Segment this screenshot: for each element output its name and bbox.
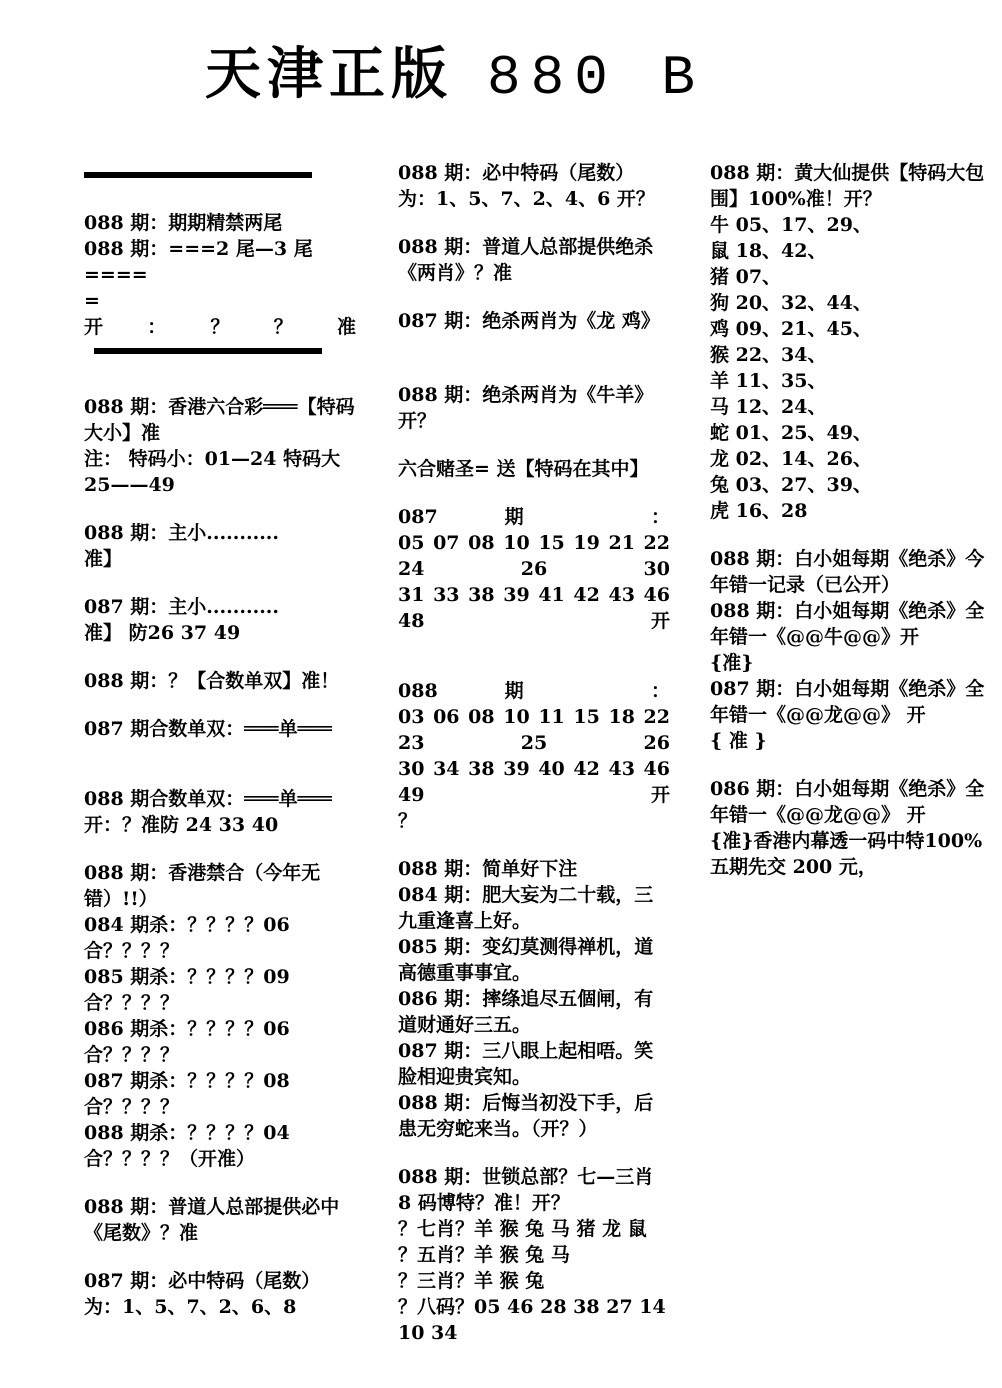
text-line: 088 期合数单双：═══单═══ [84, 788, 332, 810]
text-line: 准】 [84, 548, 123, 570]
zodiac-line: 猴 22、34、 [710, 344, 827, 366]
text-line: 088 期：香港六合彩═══【特码大小】准 [84, 396, 355, 444]
text-line: 084 期杀：？？？？06 合？？？？ [84, 914, 290, 962]
text-line: 088 期：普道人总部提供必中《尾数》？准 [84, 1196, 340, 1244]
odd-even-087 [84, 716, 356, 742]
zodiac-line: 牛 05、17、29、 [710, 214, 872, 236]
text-line: 087 期 ： [398, 506, 670, 528]
text-line: 088 期 ： [398, 680, 670, 702]
text-line: 05 07 08 10 15 19 21 22 24 26 30 [398, 532, 670, 580]
text-line: 087 期：白小姐每期《绝杀》全年错一《@@龙@@》 开 [710, 678, 985, 726]
text-line: 开 ： ？ ？ 准 [84, 316, 356, 338]
tail-number-087 [84, 1268, 356, 1320]
tail-block [84, 210, 356, 354]
zodiac-line: 鸡 09、21、45、 [710, 318, 872, 340]
text-line: 31 33 38 39 41 42 43 46 48 开 [398, 584, 670, 632]
zodiac-line: 猪 07、 [710, 266, 782, 288]
text-line: { 准 } [710, 730, 767, 752]
kill-two-088 [398, 382, 670, 434]
record-block [710, 546, 985, 598]
forbidden-sum-block [84, 860, 356, 1172]
text-line: 088 期：？【合数单双】准！ [84, 670, 340, 692]
text-line: 准】 防26 37 49 [84, 622, 241, 644]
main-small-087 [84, 594, 356, 646]
text-line: 开：？准防 24 33 40 [84, 814, 279, 836]
text-line: = [84, 290, 100, 312]
text-line: ？ [398, 810, 418, 832]
size-block [84, 394, 356, 498]
column-left [84, 160, 356, 1342]
zodiac-line: 兔 03、27、39、 [710, 474, 872, 496]
kill-087 [710, 676, 985, 754]
text-line: 088 期：黄大仙提供【特码大包围】100%准！开？ [710, 162, 985, 210]
text-line: 087 期：主小........... [84, 596, 280, 618]
text-line: 086 期杀：？？？？06 合？？？？ [84, 1018, 290, 1066]
text-line: 六合赌圣= 送【特码在其中】 [398, 458, 649, 480]
text-line: 注： 特码小：01—24 特码大 25——49 [84, 448, 341, 496]
column-middle [398, 160, 670, 1368]
text-line: 088 期：世锁总部？七—三肖 8 码博特？准！开？ [398, 1166, 654, 1214]
text-line: 088 期：白小姐每期《绝杀》全年错一《@@牛@@》开 [710, 600, 985, 648]
text-line: 088 期：主小........... [84, 522, 280, 544]
text-line: 088 期：===2 尾—3 尾==== [84, 238, 313, 286]
text-line: ？三肖？羊 猴 兔 [398, 1270, 545, 1292]
text-line: 03 06 08 10 11 15 18 22 23 25 26 [398, 706, 670, 754]
numbers-087 [398, 504, 670, 634]
text-line: 088 期：普道人总部提供绝杀《两肖》？准 [398, 236, 654, 284]
text-line: 088 期：简单好下注 [398, 858, 578, 880]
text-line: 088 期：期期精禁两尾 [84, 212, 283, 234]
page-title [205, 30, 705, 110]
text-line: 086 期：白小姐每期《绝杀》全年错一《@@龙@@》 开 [710, 778, 985, 826]
tail-number-offer [84, 1194, 356, 1246]
text-line: 084 期：肥大妄为二十载，三九重逢喜上好。 [398, 884, 654, 932]
zodiac-line: 蛇 01、25、49、 [710, 422, 872, 444]
kill-two-087 [398, 308, 670, 334]
text-line: 085 期：变幻莫测得禅机，道高德重事事宜。 [398, 936, 654, 984]
zodiac-line: 狗 20、32、44、 [710, 292, 872, 314]
divider [94, 348, 322, 354]
zodiac-line: 羊 11、35、 [710, 370, 827, 392]
text-line: {准}香港内幕透一码中特100% 五期先交 200 元， [710, 830, 983, 878]
text-line: 088 期：白小姐每期《绝杀》今年错一记录（已公开） [710, 548, 985, 596]
odd-even-088 [84, 668, 356, 694]
zodiac-block [398, 1164, 670, 1346]
text-line: {准} [710, 652, 754, 674]
text-line: 086 期：摔绦追尽五個闸，有道财通好三五。 [398, 988, 654, 1036]
column-right [710, 160, 985, 902]
text-line: ？七肖？羊 猴 兔 马 猪 龙 鼠 [398, 1218, 647, 1240]
text-line: 087 期：三八眼上起相唔。笑脸相迎贵宾知。 [398, 1040, 654, 1088]
kill-088 [710, 598, 985, 676]
gambler-offer [398, 456, 670, 482]
zodiac-line: 虎 16、28 [710, 500, 808, 522]
text-line: 088 期：后悔当初没下手，后患无穷蛇来当。（开？） [398, 1092, 654, 1140]
text-line: ？八码？05 46 28 38 27 14 10 34 [398, 1296, 666, 1344]
text-line: 088 期：绝杀两肖为《牛羊》开？ [398, 384, 654, 432]
text-line: 087 期合数单双：═══单═══ [84, 718, 332, 740]
title-main: 天津正版 [205, 41, 453, 107]
text-line: 087 期：绝杀两肖为《龙 鸡》 [398, 310, 660, 332]
main-small-088 [84, 520, 356, 572]
kill-two-offer [398, 234, 670, 286]
title-code: 880 B [487, 46, 706, 110]
zodiac-line: 鼠 18、42、 [710, 240, 827, 262]
text-line: 088 期：香港禁合（今年无错）!!） [84, 862, 321, 910]
odd-even-088b [84, 786, 356, 838]
zodiac-line: 龙 02、14、26、 [710, 448, 872, 470]
numbers-088 [398, 678, 670, 834]
text-line: 085 期杀：？？？？09 合？？？？ [84, 966, 290, 1014]
text-line: ？五肖？羊 猴 兔 马 [398, 1244, 570, 1266]
zodiac-line: 马 12、24、 [710, 396, 827, 418]
divider [84, 172, 312, 178]
text-line: 087 期杀：？？？？08 合？？？？ [84, 1070, 290, 1118]
tail-number-088 [398, 160, 670, 212]
big-surround-block [710, 160, 985, 524]
text-line: 30 34 38 39 40 42 43 46 49 开 [398, 758, 670, 806]
text-line: 088 期：必中特码（尾数）为：1、5、7、2、4、6 开？ [398, 162, 655, 210]
poem-block [398, 856, 670, 1142]
kill-086 [710, 776, 985, 880]
text-line: 088 期杀：？？？？04 合？？？？（开准） [84, 1122, 290, 1170]
text-line: 087 期：必中特码（尾数）为：1、5、7、2、6、8 [84, 1270, 321, 1318]
